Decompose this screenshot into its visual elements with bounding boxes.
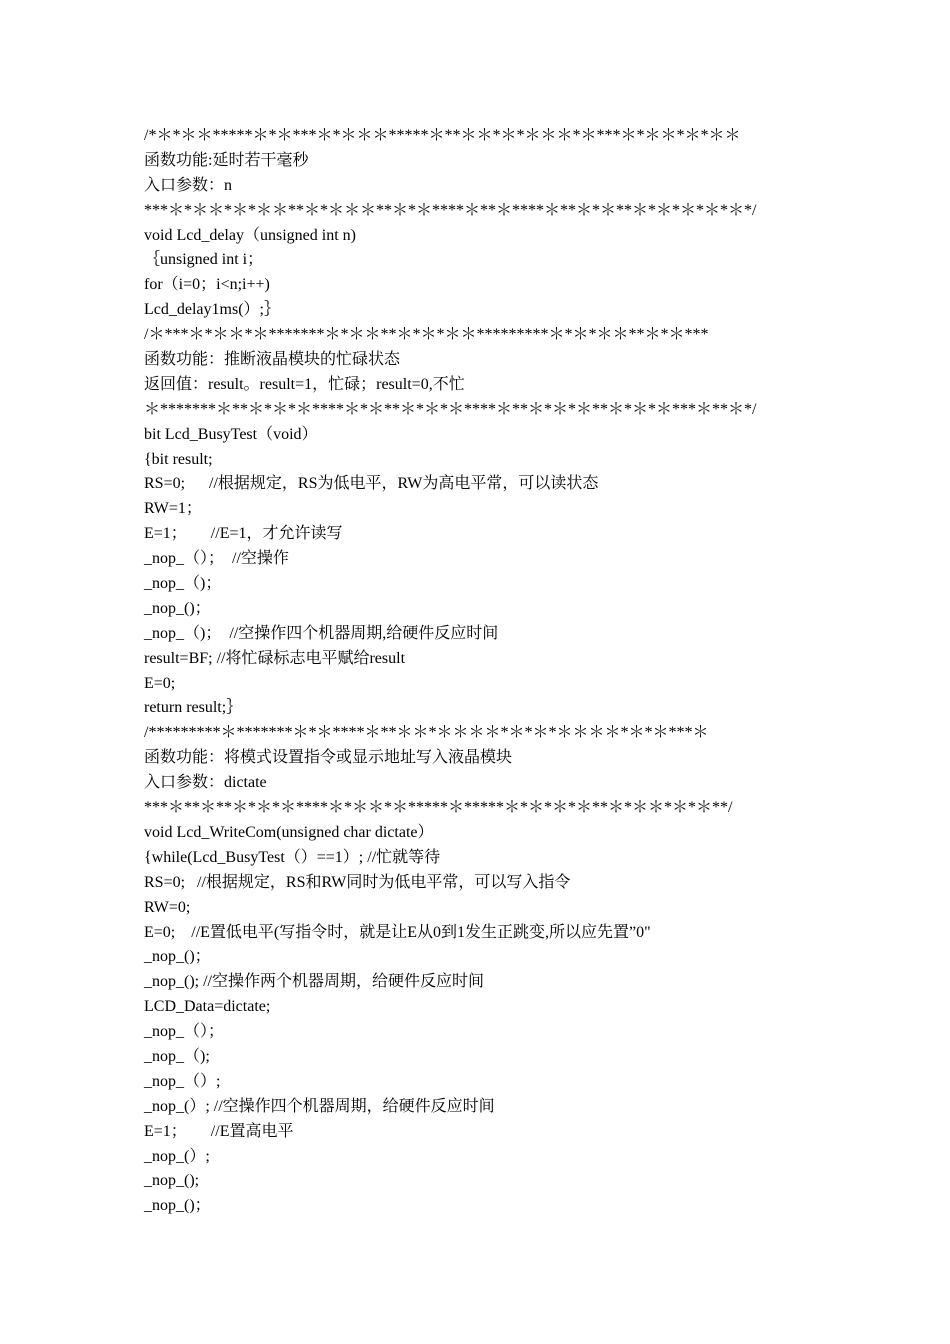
text-line: LCD_Data=dictate; bbox=[144, 998, 271, 1016]
text-line: _nop_（）； bbox=[144, 1023, 225, 1041]
text-line: 函数功能:延时若干毫秒 bbox=[144, 151, 309, 169]
text-line: 函数功能：将模式设置指令或显示地址写入液晶模块 bbox=[144, 749, 513, 767]
text-line: E=0; bbox=[144, 674, 176, 692]
text-line: _nop_(); bbox=[144, 1172, 200, 1190]
code-listing bbox=[144, 124, 844, 1219]
text-line: ***＊*＊＊*＊*＊＊**＊*＊＊＊**＊*＊****＊**＊****＊**＊*＊**＊*＊*＊*＊*＊*/ bbox=[144, 201, 757, 219]
text-line: _nop_()； bbox=[144, 599, 211, 617]
text-line: /＊***＊*＊＊*＊*******＊*＊＊**＊*＊*＊＊*********＊*＊*＊＊**＊*＊*** bbox=[144, 326, 709, 344]
text-line: ｛unsigned int i； bbox=[144, 251, 264, 269]
text-line: 函数功能：推断液晶模块的忙碌状态 bbox=[144, 351, 401, 369]
text-line: E=1； //E=1，才允许读写 bbox=[144, 525, 343, 543]
text-line: _nop_()； bbox=[144, 1197, 211, 1215]
text-line: _nop_(）; bbox=[144, 1147, 210, 1165]
text-line: _nop_(）; //空操作四个机器周期，给硬件反应时间 bbox=[144, 1097, 495, 1115]
text-line: _nop_（）； //空操作 bbox=[144, 550, 289, 568]
text-line: {while(Lcd_BusyTest（）==1）; //忙就等待 bbox=[144, 848, 441, 866]
text-line: return result;｝ bbox=[144, 699, 243, 717]
text-line: _nop_（)； bbox=[144, 575, 222, 593]
text-line: _nop_(); //空操作两个机器周期，给硬件反应时间 bbox=[144, 973, 484, 991]
text-line: ***＊**＊**＊*＊*＊****＊*＊＊*＊*****＊*****＊*＊*＊*＊**＊*＊＊*＊*＊**/ bbox=[144, 799, 733, 817]
text-line: RW=0; bbox=[144, 898, 191, 916]
text-line: RW=1； bbox=[144, 500, 202, 518]
text-line: /*********＊*******＊*＊****＊**＊＊*＊＊＊＊*＊*＊*＊＊＊＊*＊*＊***＊ bbox=[144, 724, 709, 742]
text-line: RS=0; //根据规定，RS和RW同时为低电平常，可以写入指令 bbox=[144, 873, 571, 891]
text-line: ＊*******＊**＊*＊*＊****＊*＊**＊*＊*＊****＊**＊*＊*＊**＊*＊*＊***＊**＊*/ bbox=[144, 400, 757, 418]
text-line: E=0; //E置低电平(写指令时，就是让E从0到1发生正跳变,所以应先置”0" bbox=[144, 923, 651, 941]
text-line: for（i=0；i<n;i++) bbox=[144, 276, 270, 294]
text-line: 入口参数：dictate bbox=[144, 774, 267, 792]
text-line: bit Lcd_BusyTest（void） bbox=[144, 425, 318, 443]
text-line: void Lcd_delay（unsigned int n) bbox=[144, 226, 356, 244]
text-line: E=1； //E置高电平 bbox=[144, 1122, 294, 1140]
text-line: RS=0; //根据规定，RS为低电平，RW为高电平常，可以读状态 bbox=[144, 475, 599, 493]
text-line: _nop_()； bbox=[144, 948, 211, 966]
text-line: /*＊*＊＊*****＊*＊***＊*＊＊＊*****＊**＊＊*＊*＊＊＊*＊***＊*＊＊*＊*＊＊ bbox=[144, 127, 741, 144]
text-line: _nop_（）; bbox=[144, 1072, 221, 1090]
text-line: result=BF; //将忙碌标志电平赋给result bbox=[144, 649, 406, 667]
text-line: void Lcd_WriteCom(unsigned char dictate） bbox=[144, 823, 434, 841]
text-line: 返回值：result。result=1，忙碌；result=0,不忙 bbox=[144, 375, 465, 393]
text-line: 入口参数：n bbox=[144, 176, 233, 194]
text-line: _nop_（); bbox=[144, 1047, 210, 1065]
text-line: _nop_（)； //空操作四个机器周期,给硬件反应时间 bbox=[144, 624, 499, 642]
text-line: Lcd_delay1ms(）;｝ bbox=[144, 301, 280, 319]
text-line: {bit result; bbox=[144, 450, 213, 468]
